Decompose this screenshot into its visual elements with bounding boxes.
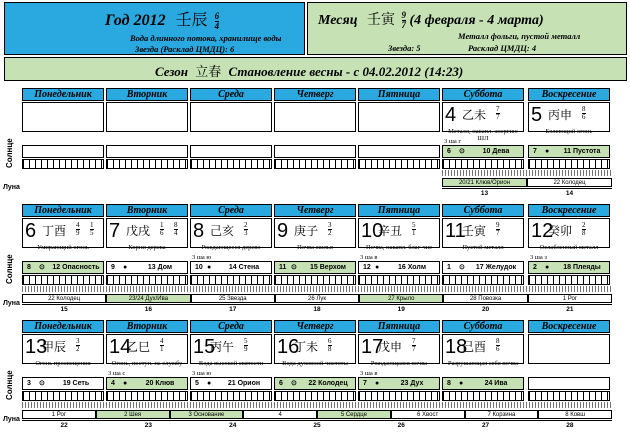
day-hieroglyph: 己酉: [462, 340, 487, 354]
day-element: Металл, накапл. энергию: [448, 128, 518, 135]
day-element: Умирающий огонь: [37, 244, 89, 251]
moon-house: 7 Корзина: [465, 410, 539, 419]
moon-day: 19: [359, 304, 443, 313]
fraction-den: 2: [328, 229, 332, 237]
day-element: Рождающаяся почва: [370, 360, 428, 367]
day-status: [274, 261, 356, 274]
day-hieroglyph: 乙未: [462, 108, 487, 122]
day-status: [22, 377, 104, 390]
season-header: [4, 57, 627, 81]
day-star: 7: [363, 380, 367, 387]
fraction-num: 5: [412, 221, 416, 229]
day-fraction: [160, 338, 164, 353]
moon-house: 25 Звезда: [191, 294, 275, 303]
hour-ticks: [190, 391, 272, 401]
day-header: Четверг: [274, 320, 356, 333]
moon-house: 28 Повозка: [443, 294, 527, 303]
moon-day: 15: [22, 304, 106, 313]
hour-ticks: [442, 159, 524, 169]
day-status: [190, 145, 272, 158]
moon-strip: [22, 402, 612, 408]
day-hieroglyph: 戊戌: [126, 224, 151, 238]
day-number: 15: [193, 336, 216, 358]
day-house: 18 Плеяды: [563, 264, 601, 271]
day-header: Вторник: [106, 320, 188, 333]
day-house: 11 Пустота: [563, 148, 601, 155]
day-element: Болеющий огонь: [545, 128, 593, 135]
fraction-den: 7: [496, 113, 500, 121]
moon-house: 6 Хвост: [391, 410, 465, 419]
sun-label: Солнце: [5, 138, 14, 168]
fraction-den: 1: [412, 229, 416, 237]
day-status: [528, 261, 610, 274]
month-fraction: $\frac{9}{7}$: [401, 10, 406, 31]
fraction-num: 7: [496, 105, 500, 113]
fraction-den: 2: [76, 345, 80, 353]
moon-day: 13: [442, 188, 527, 197]
day-mark-icon: ●: [545, 148, 550, 155]
fraction-den: 9: [244, 345, 248, 353]
fraction-den: 5: [90, 229, 94, 237]
year-star: Звезда (Расклад ЦМДЦ): 6: [135, 44, 235, 54]
day-status: [274, 377, 356, 390]
day-number: 10: [361, 220, 384, 242]
day-star: 10: [195, 264, 203, 271]
day-number: 17: [361, 336, 384, 358]
day-house: 10 Дева: [482, 148, 510, 155]
day-star: 2: [533, 264, 537, 271]
day-fraction: [328, 222, 332, 237]
day-star: 1: [447, 264, 451, 271]
day-element: Рождающееся дерево: [201, 244, 261, 251]
moon-strip: [442, 170, 612, 176]
moon-day: 25: [275, 420, 359, 429]
day-mark-icon: ●: [207, 264, 212, 271]
day-status: [442, 261, 524, 274]
fraction-num: 4: [76, 221, 80, 229]
day-fraction: [160, 222, 164, 237]
moon-day: 18: [275, 304, 359, 313]
day-mark-icon: ⊙: [39, 264, 45, 271]
hour-ticks: [22, 391, 104, 401]
sun-label: Солнце: [5, 370, 14, 400]
fraction-num: 8: [174, 221, 178, 229]
day-number: 13: [25, 336, 48, 358]
moon-day: 17: [191, 304, 275, 313]
day-mark-icon: ⊙: [291, 264, 297, 271]
day-star: 5: [195, 380, 199, 387]
day-fraction: [244, 338, 248, 353]
year-hieroglyph: 壬辰: [175, 10, 208, 29]
day-status: [106, 377, 188, 390]
fraction-den: 3: [244, 229, 248, 237]
moon-day: 20: [443, 304, 527, 313]
day-element: Почва жилья: [297, 244, 333, 251]
month-star: Звезда: 5: [388, 43, 421, 53]
day-star: 6: [447, 148, 451, 155]
moon-day: 22: [22, 420, 106, 429]
fraction-den: 8: [328, 345, 332, 353]
day-fraction: [244, 222, 248, 237]
fraction-num: 2: [582, 221, 586, 229]
hour-ticks: [358, 391, 440, 401]
moon-house: 26 Лук: [275, 294, 359, 303]
hour-ticks: [528, 391, 610, 401]
season-hieroglyph: 立春: [195, 65, 222, 80]
day-mark-icon: ●: [459, 380, 464, 387]
day-house: 23 Дух: [400, 380, 424, 387]
day-element: Вода духовной чистоты: [282, 360, 348, 367]
month-header: [307, 2, 627, 55]
day-status: [22, 261, 104, 274]
day-star: 8: [27, 264, 31, 271]
day-fraction: [582, 222, 586, 237]
moon-house: 22 Колодец: [527, 178, 612, 187]
day-hieroglyph: 戊申: [378, 340, 403, 354]
day-element: Ослабленный металл: [539, 244, 599, 251]
day-header: Понедельник: [22, 204, 104, 217]
sun-label: Солнце: [5, 254, 14, 284]
year-title: [105, 7, 219, 31]
day-hieroglyph: 丁未: [294, 340, 319, 354]
day-header: Вторник: [106, 88, 188, 101]
day-cell[interactable]: [358, 102, 440, 132]
day-mark-icon: ⊙: [291, 380, 297, 387]
fraction-den: 8: [582, 229, 586, 237]
moon-strip: [22, 286, 612, 292]
day-house: 14 Стена: [228, 264, 260, 271]
day-status: [528, 377, 610, 390]
day-header: Среда: [190, 204, 272, 217]
day-element: Корни дерева: [128, 244, 166, 251]
moon-house: 8 Ковш: [538, 410, 612, 419]
day-mark-icon: ⊙: [459, 264, 465, 271]
moon-house: 5 Сердце: [317, 410, 391, 419]
day-mark-icon: ●: [375, 380, 380, 387]
day-status: [442, 145, 524, 158]
season-text: Становление весны - с 04.02.2012 (14:23): [228, 64, 464, 79]
day-mark-icon: ●: [375, 264, 380, 271]
day-fraction: [496, 106, 500, 121]
hour-ticks: [22, 275, 104, 285]
day-status: [358, 377, 440, 390]
day-fraction: [496, 338, 500, 353]
day-header: Вторник: [106, 204, 188, 217]
day-element: Вода высокой святости: [198, 360, 264, 367]
day-hieroglyph: 己亥: [210, 224, 235, 238]
season-title: [155, 61, 463, 80]
hour-ticks: [190, 275, 272, 285]
day-header: Пятница: [358, 320, 440, 333]
moon-house: 20/21 Клюв/Орион: [442, 178, 527, 187]
day-element: Разрушающая себя почва: [447, 360, 519, 367]
fraction-num: 8: [496, 337, 500, 345]
year-element: Вода длинного потока, хранилище воды: [130, 33, 282, 43]
day-mark-icon: ●: [123, 380, 128, 387]
day-status: [190, 261, 272, 274]
day-mark-icon: ●: [545, 264, 550, 271]
day-number: 5: [531, 104, 543, 126]
hour-ticks: [274, 275, 356, 285]
moon-day: 27: [443, 420, 527, 429]
day-star: 8: [447, 380, 451, 387]
day-number: 18: [445, 336, 468, 358]
day-status: [106, 261, 188, 274]
day-sha: 3 ша в: [360, 254, 378, 261]
hour-ticks: [274, 159, 356, 169]
day-house: 21 Орион: [227, 380, 261, 387]
hour-ticks: [106, 275, 188, 285]
day-mark-icon: ⊙: [459, 148, 465, 155]
moon-house: 27 Крыло: [359, 294, 443, 303]
day-fraction: [496, 222, 500, 237]
day-header: Воскресение: [528, 88, 610, 101]
fraction-num: 7: [412, 337, 416, 345]
day-header: Суббота: [442, 88, 524, 101]
day-header: Понедельник: [22, 320, 104, 333]
hour-ticks: [274, 391, 356, 401]
day-number: 11: [445, 220, 466, 242]
day-star: 11: [279, 264, 287, 271]
day-header: Суббота: [442, 204, 524, 217]
day-star: 7: [533, 148, 537, 155]
day-fraction-2: [90, 222, 94, 237]
day-house: 15 Верхом: [310, 264, 346, 271]
moon-day: 14: [527, 188, 612, 197]
day-status: [528, 145, 610, 158]
day-sha: 3 ша з: [530, 254, 547, 261]
fraction-num: 6: [328, 337, 332, 345]
day-sha: 3 ша г: [444, 138, 462, 145]
moon-house: 23/24 Дух/Ива: [106, 294, 190, 303]
year-fraction: $\frac{6}{4}$: [214, 10, 220, 31]
day-hieroglyph: 庚子: [294, 224, 319, 238]
day-sha: 3 ша ю: [192, 254, 212, 261]
day-house: 20 Клюв: [145, 380, 175, 387]
fraction-num: 4: [160, 337, 164, 345]
day-hieroglyph: 丙午: [210, 340, 235, 354]
moon-house: 2 Шея: [96, 410, 170, 419]
year-header: [4, 2, 305, 55]
moon-day: 24: [191, 420, 275, 429]
fraction-num: 9: [496, 221, 500, 229]
hour-ticks: [528, 275, 610, 285]
day-header: Пятница: [358, 204, 440, 217]
fraction-num: 1: [90, 221, 94, 229]
fraction-num: 1: [160, 221, 164, 229]
day-house: 22 Колодец: [308, 380, 348, 387]
moon-label: Луна: [3, 184, 20, 191]
day-number: 6: [25, 220, 37, 242]
day-cell[interactable]: [106, 102, 188, 132]
fraction-num: 3: [76, 337, 80, 345]
day-house: 17 Желудок: [475, 264, 517, 271]
year-label: Год 2012: [105, 12, 166, 29]
day-fraction: [412, 222, 416, 237]
hour-ticks: [190, 159, 272, 169]
day-number: 12: [531, 220, 554, 242]
day-sha: 3 ша в: [360, 370, 378, 377]
day-star: 12: [363, 264, 371, 271]
day-fraction: [328, 338, 332, 353]
day-element: Почва, накапл. благ-чие: [365, 244, 433, 251]
hour-ticks: [358, 159, 440, 169]
day-cell[interactable]: [22, 102, 104, 132]
day-header: Четверг: [274, 204, 356, 217]
moon-house: 3 Основание: [170, 410, 244, 419]
day-fraction: [76, 222, 80, 237]
hour-ticks: [442, 275, 524, 285]
day-mark-icon: ⊙: [39, 380, 45, 387]
day-header: Среда: [190, 88, 272, 101]
day-fraction: [412, 338, 416, 353]
hour-ticks: [106, 159, 188, 169]
day-hieroglyph: 丙申: [548, 108, 573, 122]
day-header: Понедельник: [22, 88, 104, 101]
month-matrix: Расклад ЦМДЦ: 4: [468, 43, 537, 53]
month-range: (4 февраля - 4 марта): [409, 13, 544, 28]
moon-day: 21: [528, 304, 612, 313]
hour-ticks: [358, 275, 440, 285]
moon-house: 4: [243, 410, 317, 419]
moon-house: 1 Рог: [528, 294, 612, 303]
fraction-den: 6: [160, 229, 164, 237]
day-header: Суббота: [442, 320, 524, 333]
day-fraction: [76, 338, 80, 353]
fraction-den: 6: [582, 113, 586, 121]
day-sha: 3 ша с: [108, 370, 126, 377]
day-house: 16 Холм: [397, 264, 427, 271]
day-header: Среда: [190, 320, 272, 333]
day-house: 13 Дом: [147, 264, 173, 271]
moon-house: 22 Колодец: [22, 294, 106, 303]
day-fraction-2: [174, 222, 178, 237]
day-mark-icon: ●: [123, 264, 128, 271]
moon-house: 1 Рог: [22, 410, 96, 419]
month-title: [318, 9, 544, 30]
day-header: Воскресение: [528, 320, 610, 333]
fraction-den: 7: [496, 229, 500, 237]
day-header: Пятница: [358, 88, 440, 101]
day-status: [106, 145, 188, 158]
day-hieroglyph: 癸卯: [548, 224, 573, 238]
day-hieroglyph: 甲辰: [42, 340, 67, 354]
fraction-den: 7: [412, 345, 416, 353]
fraction-den: 1: [160, 345, 164, 353]
fraction-den: 6: [496, 345, 500, 353]
day-house: 24 Ива: [484, 380, 508, 387]
day-hieroglyph: 乙巳: [126, 340, 151, 354]
day-number: 4: [445, 104, 457, 126]
hour-ticks: [442, 391, 524, 401]
day-status: [274, 145, 356, 158]
fraction-num: 8: [582, 105, 586, 113]
season-label: Сезон: [155, 64, 188, 79]
day-number: 14: [109, 336, 132, 358]
day-element: Пустой металл: [462, 244, 504, 251]
day-header: Воскресение: [528, 204, 610, 217]
moon-day: 28: [528, 420, 612, 429]
day-hieroglyph: 丁酉: [42, 224, 67, 238]
day-status: [358, 261, 440, 274]
day-hieroglyph: 辛丑: [378, 224, 403, 238]
day-house: 12 Опасность: [52, 264, 100, 271]
day-extra: ШЛ: [477, 135, 489, 142]
hour-ticks: [106, 391, 188, 401]
day-fraction: [582, 106, 586, 121]
hour-ticks: [22, 159, 104, 169]
day-star: 6: [279, 380, 283, 387]
moon-day: 26: [359, 420, 443, 429]
moon-label: Луна: [3, 416, 20, 423]
day-number: 7: [109, 220, 121, 242]
month-label: Месяц: [318, 13, 358, 28]
fraction-num: 5: [244, 337, 248, 345]
day-sha: 3 ша ю: [192, 370, 212, 377]
day-cell[interactable]: [528, 334, 610, 364]
day-element: Огонь просвещения: [35, 360, 91, 367]
moon-label: Луна: [3, 300, 20, 307]
day-number: 8: [193, 220, 205, 242]
day-status: [22, 145, 104, 158]
day-status: [358, 145, 440, 158]
moon-day: 16: [106, 304, 190, 313]
day-number: 16: [277, 336, 300, 358]
fraction-num: 3: [328, 221, 332, 229]
fraction-num: 2: [244, 221, 248, 229]
day-hieroglyph: 壬寅: [462, 224, 487, 238]
day-status: [190, 377, 272, 390]
hour-ticks: [528, 159, 610, 169]
day-mark-icon: ●: [207, 380, 212, 387]
day-star: 9: [111, 264, 115, 271]
day-cell[interactable]: [190, 102, 272, 132]
moon-day: 23: [106, 420, 190, 429]
day-star: 3: [27, 380, 31, 387]
fraction-den: 9: [76, 229, 80, 237]
day-status: [442, 377, 524, 390]
day-house: 19 Сеть: [62, 380, 90, 387]
day-star: 4: [111, 380, 115, 387]
day-header: Четверг: [274, 88, 356, 101]
day-cell[interactable]: [274, 102, 356, 132]
month-element: Металл фольги, пустой металл: [458, 31, 581, 41]
day-number: 9: [277, 220, 289, 242]
fraction-den: 4: [174, 229, 178, 237]
month-hieroglyph: 壬寅: [367, 12, 395, 28]
day-element: Огонь, поступ. на службу: [111, 360, 183, 367]
